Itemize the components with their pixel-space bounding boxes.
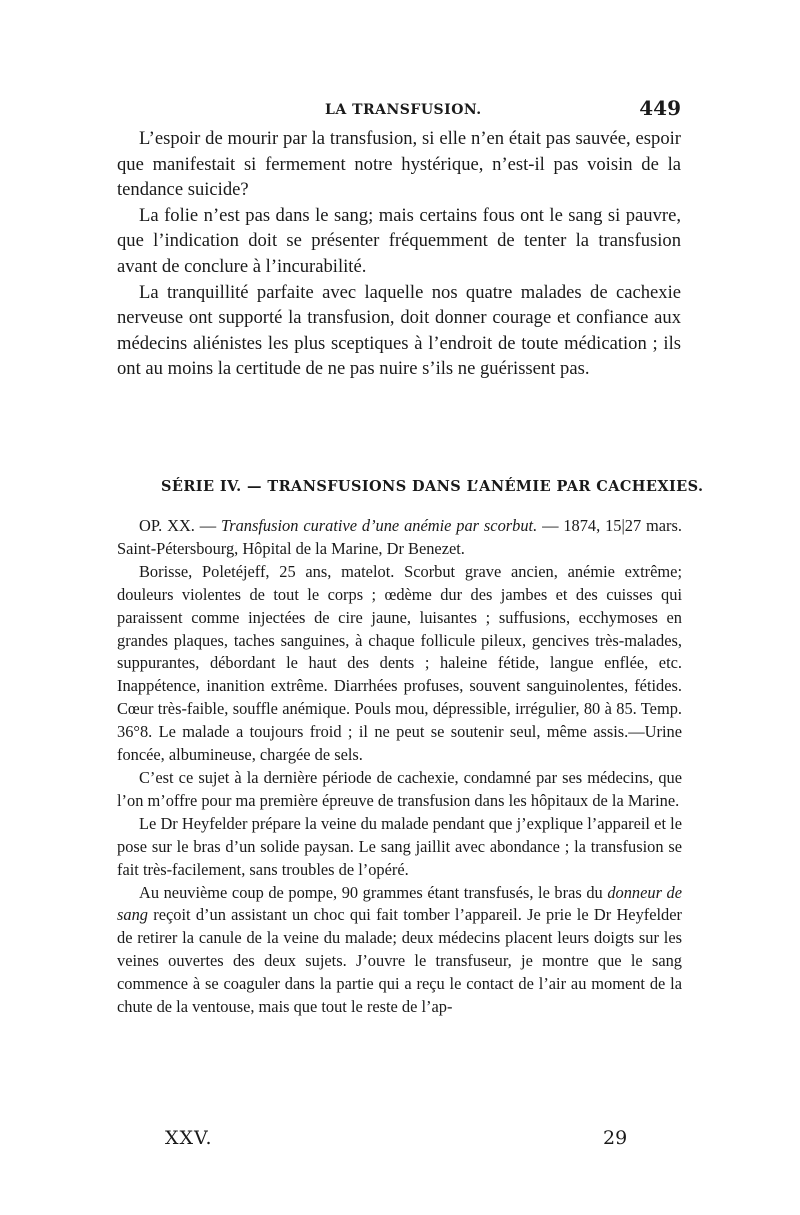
paragraph-d-start: Au neuvième coup de pompe, 90 grammes étant transfusés, le bras du: [139, 882, 603, 902]
observation-title: Transfusion curative d’une anémie par scorbut.: [221, 516, 538, 535]
observation-paragraph-b: C’est ce sujet à la dernière période de cachexie, condamné par ses médecins, que l’on m’offre pour ma première épreuve de transfusion dans les hôpitaux de la Marine.: [117, 767, 682, 810]
running-title: LA TRANSFUSION.: [325, 102, 482, 118]
page-number: 449: [639, 96, 681, 120]
paragraph-1: L’espoir de mourir par la transfusion, si elle n’en était pas sauvée, espoir que manifestait si fermement notre hystérique, n’est-il pas voisin de la tendance suicide?: [117, 128, 681, 201]
paragraph-d-end: reçoit d’un assistant un choc qui fait tomber l’appareil. Je prie le Dr Heyfelder de retirer la canule de la veine du malade; deux médecins placent leurs doigts sur les veines ouvertes des deux sujets. J’ouvre le transfuseur, je montre que le sang commence à se coaguler dans la partie qui a reçu le contact de l’air au moment de la chute de la ventouse, mais que tout le reste de l’ap-: [117, 905, 682, 1017]
observation-paragraph-a: Borisse, Poletéjeff, 25 ans, matelot. Scorbut grave ancien, anémie extrême; douleurs violentes de tout le corps ; œdème dur des jambes et des cuisses qui paraissent comme injectées de cire jaune, luisantes ; suffusions, ecchymoses en grandes plaques, taches sanguines, à chaque follicule pileux, gencives très-malades, suppurantes, débordant le haut des dents ; haleine fétide, langue enflée, etc. Inappétence, inanition extrême. Diarrhées profuses, souvent sanguinolentes, fétides. Cœur très-faible, souffle anémique. Pouls mou, dépressible, irrégulier, 80 à 85. Temp. 36°8. Le malade a toujours froid ; il ne peut se soutenir seul, même assis.—Urine foncée, albumineuse, chargée de sels.: [117, 561, 682, 765]
observation-paragraph-c: Le Dr Heyfelder prépare la veine du malade pendant que j’explique l’appareil et le pose sur le bras d’un solide paysan. Le sang jaillit avec abondance ; la transfusion se fait très-facilement, sans troubles de l’opéré.: [117, 813, 682, 879]
signature-mark: XXV.: [165, 1127, 213, 1149]
observation-paragraph-d: [117, 882, 682, 1019]
observation-label: OP. XX. —: [139, 516, 217, 535]
paragraph-2: La folie n’est pas dans le sang; mais certains fous ont le sang si pauvre, que l’indication doit se présenter fréquemment de tenter la transfusion avant de conclure à l’incurabilité.: [117, 204, 681, 277]
observation-header: [117, 515, 682, 561]
running-header: [115, 96, 681, 124]
observation-details: — 1874, 15|27 mars. Saint-Pétersbourg, Hôpital de la Marine, Dr Benezet.: [117, 516, 682, 558]
paragraph-3: La tranquillité parfaite avec laquelle nos quatre malades de cachexie nerveuse ont supporté la transfusion, doit donner courage et confiance aux médecins aliénistes les plus sceptiques à l’endroit de toute médication ; ils ont au moins la certitude de ne pas nuire s’ils ne guérissent pas.: [117, 281, 681, 380]
section-heading: SÉRIE IV. — TRANSFUSIONS DANS L’ANÉMIE PAR CACHEXIES.: [161, 478, 704, 495]
intro-text: [117, 126, 681, 382]
paragraph-d-emphasis: donneur de sang: [117, 882, 682, 925]
observation-block: [117, 515, 682, 1019]
gathering-number: 29: [603, 1127, 628, 1149]
